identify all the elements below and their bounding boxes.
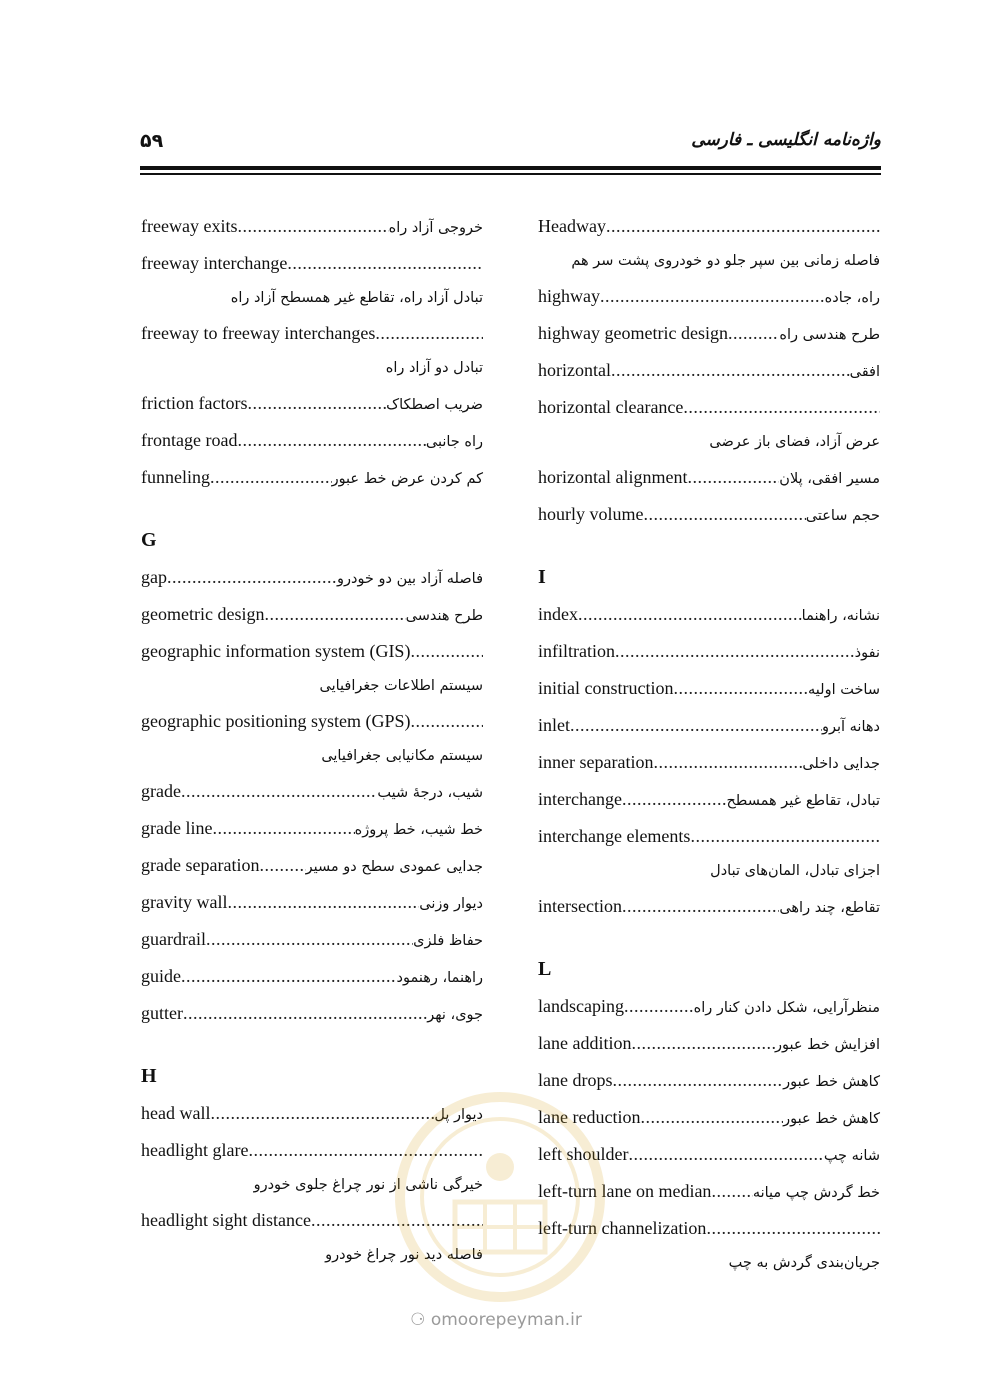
entry-term: frontage road xyxy=(141,430,238,450)
entry-translation: فاصله دید نور چراغ خودرو xyxy=(325,1247,483,1263)
entry-translation: جریان‌بندی گردش به چپ xyxy=(728,1255,880,1271)
dot-leader xyxy=(410,703,483,740)
entry-translation: خیرگی ناشی از نور چراغ جلوی خودرو xyxy=(253,1177,483,1193)
book-title: واژه‌نامه انگلیسی ـ فارسی xyxy=(691,130,881,150)
dot-leader xyxy=(622,888,779,925)
dot-leader xyxy=(653,744,802,781)
entry-term: freeway interchange xyxy=(141,253,288,273)
entry-line xyxy=(538,988,880,1025)
entry-translation: عرض آزاد، فضای باز عرضی xyxy=(709,434,880,450)
dot-leader xyxy=(683,389,880,426)
entry-line xyxy=(538,744,880,781)
dot-leader xyxy=(167,559,337,596)
entry-term: grade separation xyxy=(141,855,260,875)
entry-line xyxy=(141,773,483,810)
entry-line xyxy=(538,1062,880,1099)
entry-line xyxy=(538,352,880,389)
entry-term: highway geometric design xyxy=(538,323,728,343)
entry-term: highway xyxy=(538,286,600,306)
entry-term: grade line xyxy=(141,818,213,838)
glossary-entry xyxy=(141,810,483,847)
section-heading-l: L xyxy=(538,958,552,980)
dot-leader xyxy=(259,847,305,884)
entry-term: funneling xyxy=(141,467,210,487)
glossary-entry xyxy=(141,315,483,385)
entry-line xyxy=(141,703,483,740)
entry-translation: فاصله زمانی بین سپر جلو دو خودروی پشت سر هم xyxy=(571,253,880,269)
entry-term: geographic information system (GIS) xyxy=(141,641,411,661)
entry-line xyxy=(538,1136,880,1173)
entry-translation: طرح هندسی راه xyxy=(779,327,880,343)
glossary-entry xyxy=(538,1025,880,1062)
left-column xyxy=(141,208,483,1272)
glossary-entry xyxy=(538,888,880,925)
entry-line xyxy=(141,633,483,670)
section-heading-g: G xyxy=(141,529,157,551)
dot-leader xyxy=(210,459,332,496)
entry-term: hourly volume xyxy=(538,504,644,524)
entry-term: left-turn channelization xyxy=(538,1218,707,1238)
entry-term: inlet xyxy=(538,715,570,735)
entry-line xyxy=(538,278,880,315)
entry-line xyxy=(141,596,483,633)
entry-line xyxy=(538,1025,880,1062)
entry-line xyxy=(141,1132,483,1169)
glossary-entry xyxy=(141,1095,483,1132)
entry-translation: نشانه، راهنما xyxy=(801,608,880,624)
entry-translation: سیستم مکانیابی جغرافیایی xyxy=(321,748,483,764)
entry-translation: خروجی آزاد راه xyxy=(388,220,483,236)
entry-translation: اجزای تبادل، المان‌های تبادل xyxy=(710,863,880,879)
glossary-entry xyxy=(141,422,483,459)
entry-term: lane addition xyxy=(538,1033,632,1053)
entry-translation: دیوار پل xyxy=(434,1107,483,1123)
entry-term: interchange elements xyxy=(538,826,691,846)
entry-term: horizontal alignment xyxy=(538,467,688,487)
entry-translation: راه، جاده xyxy=(824,290,880,306)
glossary-entry xyxy=(141,596,483,633)
entry-term: headlight sight distance xyxy=(141,1210,311,1230)
glossary-entry xyxy=(538,744,880,781)
entry-line xyxy=(141,921,483,958)
entry-translation: شیب، درجهٔ شیب xyxy=(377,785,483,801)
glossary-entry xyxy=(538,707,880,744)
dot-leader xyxy=(287,245,483,282)
section-heading-i: I xyxy=(538,566,546,588)
glossary-entry xyxy=(141,245,483,315)
entry-line xyxy=(538,818,880,855)
glossary-entry xyxy=(538,315,880,352)
entry-term: index xyxy=(538,604,578,624)
entry-translation: سیستم اطلاعات جغرافیایی xyxy=(319,678,483,694)
entry-translation: راه جانبی xyxy=(425,434,483,450)
dot-leader xyxy=(687,459,779,496)
entry-translation: ضریب اصطکاک xyxy=(386,397,483,413)
entry-term: landscaping xyxy=(538,996,624,1016)
entry-translation: نفوذ xyxy=(854,645,880,661)
entry-line xyxy=(538,1210,880,1247)
glossary-entry xyxy=(141,921,483,958)
section-heading-h: H xyxy=(141,1065,157,1087)
glossary-entry xyxy=(538,818,880,888)
entry-translation: جدایی داخلی xyxy=(802,756,880,772)
entry-translation: تقاطع، چند راهی xyxy=(779,900,880,916)
entry-line xyxy=(538,633,880,670)
entry-line xyxy=(141,1095,483,1132)
dot-leader xyxy=(570,707,822,744)
glossary-entry xyxy=(538,1210,880,1280)
dot-leader xyxy=(600,278,825,315)
dot-leader xyxy=(181,773,377,810)
entry-translation: دهانه آبرو xyxy=(821,719,880,735)
header-rule-thick xyxy=(140,166,881,170)
glossary-entry xyxy=(141,459,483,496)
dot-leader xyxy=(247,385,386,422)
entry-translation: خط گردش چپ میانه xyxy=(752,1185,880,1201)
entry-translation: جدایی عمودی سطح دو مسیر xyxy=(305,859,483,875)
dot-leader xyxy=(375,315,483,352)
glossary-entry xyxy=(538,389,880,459)
glossary-entry xyxy=(141,1132,483,1202)
glossary-entry xyxy=(538,278,880,315)
dot-leader xyxy=(622,781,726,818)
entry-line xyxy=(538,670,880,707)
watermark-site-text: omoorepeyman.ir xyxy=(430,1310,582,1330)
glossary-entry xyxy=(141,1202,483,1272)
entry-translation: دیوار وزنی xyxy=(419,896,483,912)
entry-translation: تبادل، تقاطع غیر همسطح xyxy=(726,793,880,809)
entry-term: gutter xyxy=(141,1003,183,1023)
dot-leader xyxy=(578,596,802,633)
entry-group-l xyxy=(538,988,880,1280)
glossary-entry xyxy=(538,352,880,389)
glossary-entry xyxy=(538,988,880,1025)
dot-leader xyxy=(181,958,397,995)
entry-term: left shoulder xyxy=(538,1144,629,1164)
entry-translation: مسیر افقی، پلان xyxy=(779,471,880,487)
entry-translation: حفاظ فلزی xyxy=(413,933,483,949)
entry-term: headlight glare xyxy=(141,1140,249,1160)
dot-leader xyxy=(212,810,354,847)
entry-group-g xyxy=(141,559,483,1032)
entry-translation: فاصله آزاد بین دو خودرو xyxy=(336,571,483,587)
entry-line xyxy=(141,385,483,422)
entry-group-f xyxy=(141,208,483,496)
glossary-entry xyxy=(141,633,483,703)
entry-term: left-turn lane on median xyxy=(538,1181,712,1201)
entry-term: guide xyxy=(141,966,181,986)
entry-line xyxy=(141,208,483,245)
glossary-entry xyxy=(538,459,880,496)
entry-term: guardrail xyxy=(141,929,206,949)
entry-group-h-cont xyxy=(538,208,880,533)
entry-line xyxy=(538,496,880,533)
entry-translation: خط شیب، خط پروژه xyxy=(354,822,483,838)
entry-line xyxy=(538,1099,880,1136)
dot-leader xyxy=(690,818,880,855)
entry-translation: حجم ساعتی xyxy=(805,508,880,524)
right-column xyxy=(538,208,880,1280)
entry-translation: شانه چپ xyxy=(823,1148,880,1164)
glossary-entry xyxy=(538,208,880,278)
entry-translation: راهنما، رهنمود xyxy=(396,970,483,986)
entry-term: inner separation xyxy=(538,752,654,772)
entry-line xyxy=(141,958,483,995)
entry-term: intersection xyxy=(538,896,622,916)
dot-leader xyxy=(631,1025,775,1062)
entry-line xyxy=(141,1202,483,1239)
entry-term: Headway xyxy=(538,216,606,236)
entry-line xyxy=(538,888,880,925)
entry-line xyxy=(141,810,483,847)
header-rule-thin xyxy=(140,173,881,175)
entry-line xyxy=(141,459,483,496)
glossary-entry xyxy=(538,1062,880,1099)
glossary-entry xyxy=(141,995,483,1032)
entry-term: gravity wall xyxy=(141,892,228,912)
dot-leader xyxy=(640,1099,783,1136)
entry-term: interchange xyxy=(538,789,622,809)
entry-line xyxy=(141,995,483,1032)
dot-leader xyxy=(711,1173,752,1210)
glossary-entry xyxy=(141,559,483,596)
entry-line xyxy=(141,422,483,459)
entry-line xyxy=(538,781,880,818)
dot-leader xyxy=(227,884,419,921)
dot-leader xyxy=(206,921,413,958)
entry-term: initial construction xyxy=(538,678,674,698)
entry-translation: افزایش خط عبور xyxy=(775,1037,880,1053)
entry-line xyxy=(538,459,880,496)
dot-leader xyxy=(611,352,850,389)
dot-leader xyxy=(237,422,425,459)
entry-translation: تبادل آزاد راه، تقاطع غیر همسطح آزاد راه xyxy=(230,290,483,306)
dot-leader xyxy=(644,496,806,533)
dot-leader xyxy=(311,1202,483,1239)
entry-term: friction factors xyxy=(141,393,248,413)
glossary-entry xyxy=(141,385,483,422)
dot-leader xyxy=(606,208,880,245)
entry-line xyxy=(538,315,880,352)
entry-translation: طرح هندسی xyxy=(405,608,483,624)
entry-term: geographic positioning system (GPS) xyxy=(141,711,411,731)
glossary-entry xyxy=(141,884,483,921)
entry-translation: منظرآرایی، شکل دادن کنار راه xyxy=(693,1000,880,1016)
dot-leader xyxy=(183,995,427,1032)
dot-leader xyxy=(628,1136,823,1173)
glossary-entry xyxy=(538,781,880,818)
glossary-entry xyxy=(538,633,880,670)
glossary-entry xyxy=(538,1099,880,1136)
dot-leader xyxy=(248,1132,483,1169)
dot-leader xyxy=(615,633,855,670)
glossary-entry xyxy=(141,773,483,810)
entry-term: horizontal clearance xyxy=(538,397,684,417)
glossary-entry xyxy=(538,1173,880,1210)
entry-line xyxy=(538,389,880,426)
entry-term: grade xyxy=(141,781,181,801)
entry-term: geometric design xyxy=(141,604,265,624)
dot-leader xyxy=(706,1210,880,1247)
entry-translation: جوی، نهر xyxy=(427,1007,483,1023)
entry-translation: کاهش خط عبور xyxy=(783,1111,880,1127)
glossary-entry xyxy=(538,670,880,707)
entry-line xyxy=(141,559,483,596)
entry-line xyxy=(141,847,483,884)
entry-group-i xyxy=(538,596,880,925)
entry-line xyxy=(141,884,483,921)
glossary-entry xyxy=(538,596,880,633)
entry-term: head wall xyxy=(141,1103,211,1123)
entry-term: horizontal xyxy=(538,360,611,380)
entry-term: freeway to freeway interchanges xyxy=(141,323,376,343)
watermark-site: ⚆ omoorepeyman.ir xyxy=(410,1310,582,1330)
entry-translation: تبادل دو آزاد راه xyxy=(385,360,483,376)
dot-leader xyxy=(612,1062,783,1099)
dot-leader xyxy=(237,208,388,245)
glossary-entry xyxy=(141,847,483,884)
dot-leader xyxy=(728,315,779,352)
entry-line xyxy=(538,707,880,744)
glossary-entry xyxy=(141,958,483,995)
glossary-entry xyxy=(141,703,483,773)
dot-leader xyxy=(264,596,405,633)
entry-term: lane drops xyxy=(538,1070,613,1090)
entry-line xyxy=(538,208,880,245)
entry-line xyxy=(141,245,483,282)
entry-term: freeway exits xyxy=(141,216,238,236)
entry-term: infiltration xyxy=(538,641,615,661)
entry-line xyxy=(141,315,483,352)
page-number: ۵۹ xyxy=(140,130,164,152)
glossary-entry xyxy=(141,208,483,245)
glossary-entry xyxy=(538,1136,880,1173)
entry-term: gap xyxy=(141,567,167,587)
entry-group-h xyxy=(141,1095,483,1272)
entry-line xyxy=(538,596,880,633)
dot-leader xyxy=(210,1095,434,1132)
entry-translation: ساخت اولیه xyxy=(808,682,880,698)
dot-leader xyxy=(673,670,808,707)
entry-line xyxy=(538,1173,880,1210)
entry-translation: کم کردن عرض خط عبور xyxy=(331,471,483,487)
page-header xyxy=(140,128,881,158)
entry-translation: کاهش خط عبور xyxy=(783,1074,880,1090)
dot-leader xyxy=(410,633,483,670)
glossary-entry xyxy=(538,496,880,533)
entry-term: lane reduction xyxy=(538,1107,641,1127)
dot-leader xyxy=(624,988,694,1025)
entry-translation: افقی xyxy=(849,364,880,380)
